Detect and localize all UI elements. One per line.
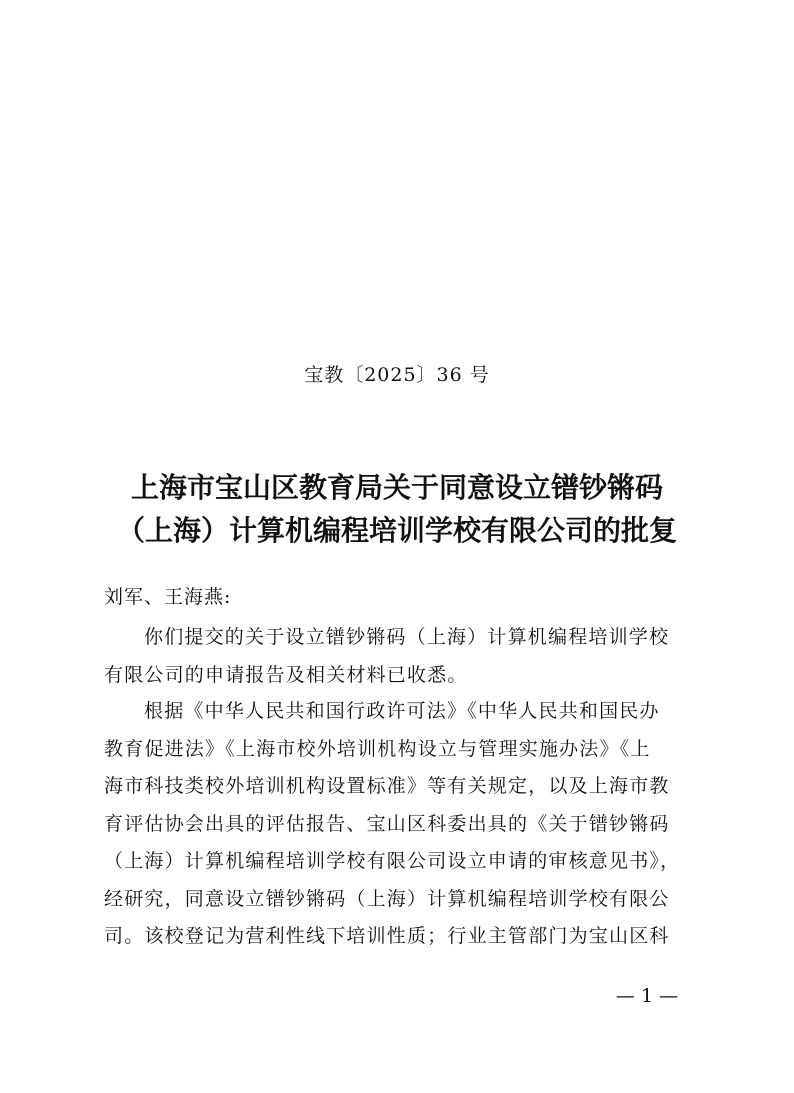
document-title — [60, 466, 734, 552]
paragraph-line: 有限公司的申请报告及相关材料已收悉。 — [104, 663, 468, 686]
paragraph-line: 育评估协会出具的评估报告、宝山区科委出具的《关于镨钞锵码 — [104, 812, 670, 835]
salutation: 刘军、王海燕: — [104, 586, 232, 608]
paragraph-line: 司。该校登记为营利性线下培训性质；行业主管部门为宝山区科 — [104, 925, 670, 947]
paragraph-line: 经研究，同意设立镨钞锵码（上海）计算机编程培训学校有限公 — [104, 887, 670, 910]
paragraph-line: 海市科技类校外培训机构设置标准》等有关规定，以及上海市教 — [104, 775, 670, 797]
title-line-2: （上海）计算机编程培训学校有限公司的批复 — [116, 514, 677, 547]
title-line-1: 上海市宝山区教育局关于同意设立镨钞锵码 — [130, 471, 663, 504]
paragraph-line: 你们提交的关于设立镨钞锵码（上海）计算机编程培训学校 — [144, 626, 670, 648]
paragraph-line: 教育促进法》《上海市校外培训机构设立与管理实施办法》《上 — [104, 737, 651, 760]
document-number: 宝教〔2025〕36 号 — [304, 364, 490, 386]
paragraph-line: （上海）计算机编程培训学校有限公司设立申请的审核意见书》， — [104, 850, 681, 872]
paragraph-line: 根据《中华人民共和国行政许可法》《中华人民共和国民办 — [144, 700, 660, 722]
paragraph-2 — [104, 693, 694, 956]
page-number: — 1 — — [615, 985, 679, 1007]
paragraph-1 — [104, 619, 694, 694]
